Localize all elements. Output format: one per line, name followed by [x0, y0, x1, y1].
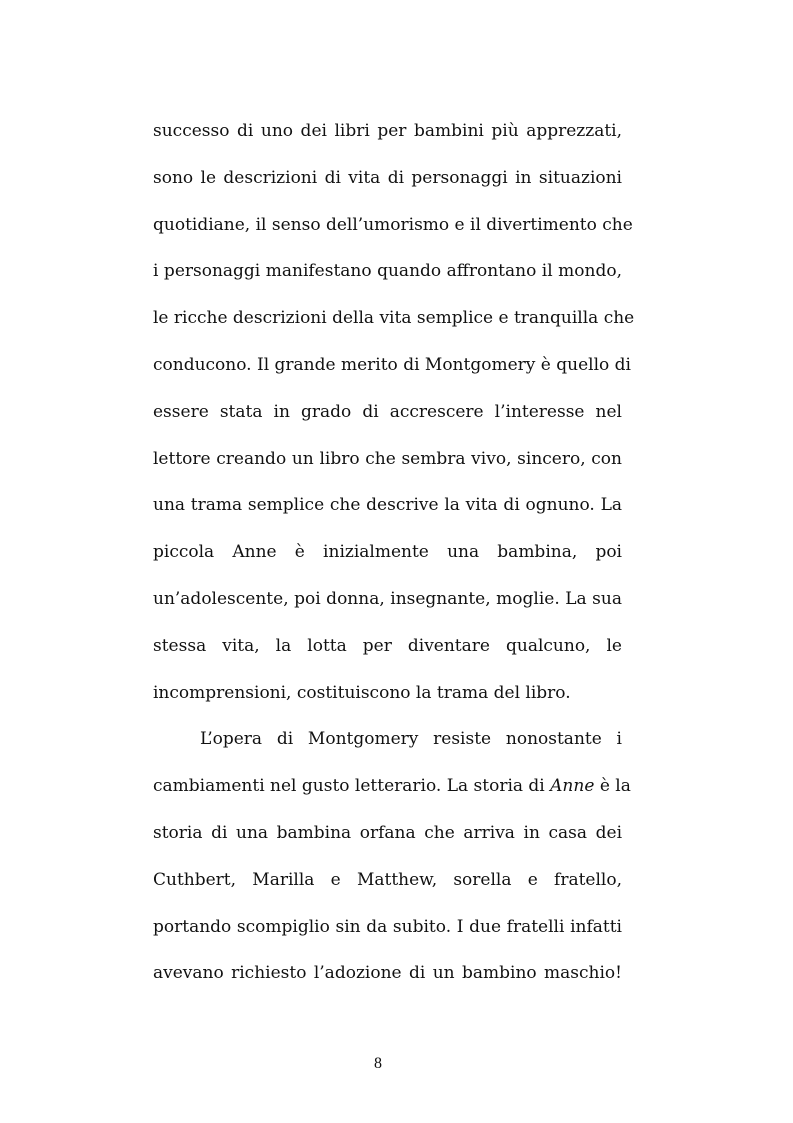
text-line: lettore creando un libro che sembra vivo, sincero, con [153, 448, 622, 469]
text-line: Cuthbert, Marilla e Matthew, sorella e fratello, [153, 869, 622, 890]
text-line: essere stata in grado di accrescere l’interesse nel [153, 401, 622, 422]
book-title-italic: Anne [550, 776, 595, 797]
text-line: sono le descrizioni di vita di personaggi in situazioni [153, 167, 622, 188]
text-line: un’adolescente, poi donna, insegnante, moglie. La sua [153, 588, 622, 609]
text-line: quotidiane, il senso dell’umorismo e il divertimento che [153, 214, 633, 235]
text-line [153, 771, 631, 818]
text-line: avevano richiesto l’adozione di un bambino maschio! [153, 963, 622, 984]
text-line: successo di uno dei libri per bambini più apprezzati, [153, 121, 622, 141]
text-segment: cambiamenti nel gusto letterario. La storia di [153, 776, 545, 797]
text-line: L’opera di Montgomery resiste nonostante i [200, 729, 622, 750]
body-text [153, 116, 635, 1005]
text-segment: è la [599, 776, 631, 797]
page-number: 8 [374, 1055, 382, 1072]
text-line: storia di una bambina orfana che arriva in casa dei [153, 822, 622, 843]
text-line: piccola Anne è inizialmente una bambina, poi [153, 542, 622, 563]
text-line: incomprensioni, costituiscono la trama del libro. [153, 682, 571, 703]
text-line: conducono. Il grande merito di Montgomery è quello di [153, 354, 631, 375]
text-line: i personaggi manifestano quando affrontano il mondo, [153, 261, 622, 282]
text-line: le ricche descrizioni della vita semplice e tranquilla che [153, 308, 635, 329]
text-line: stessa vita, la lotta per diventare qualcuno, le [153, 635, 622, 656]
text-line: portando scompiglio sin da subito. I due fratelli infatti [153, 916, 622, 937]
text-line: una trama semplice che descrive la vita di ognuno. La [153, 495, 622, 516]
